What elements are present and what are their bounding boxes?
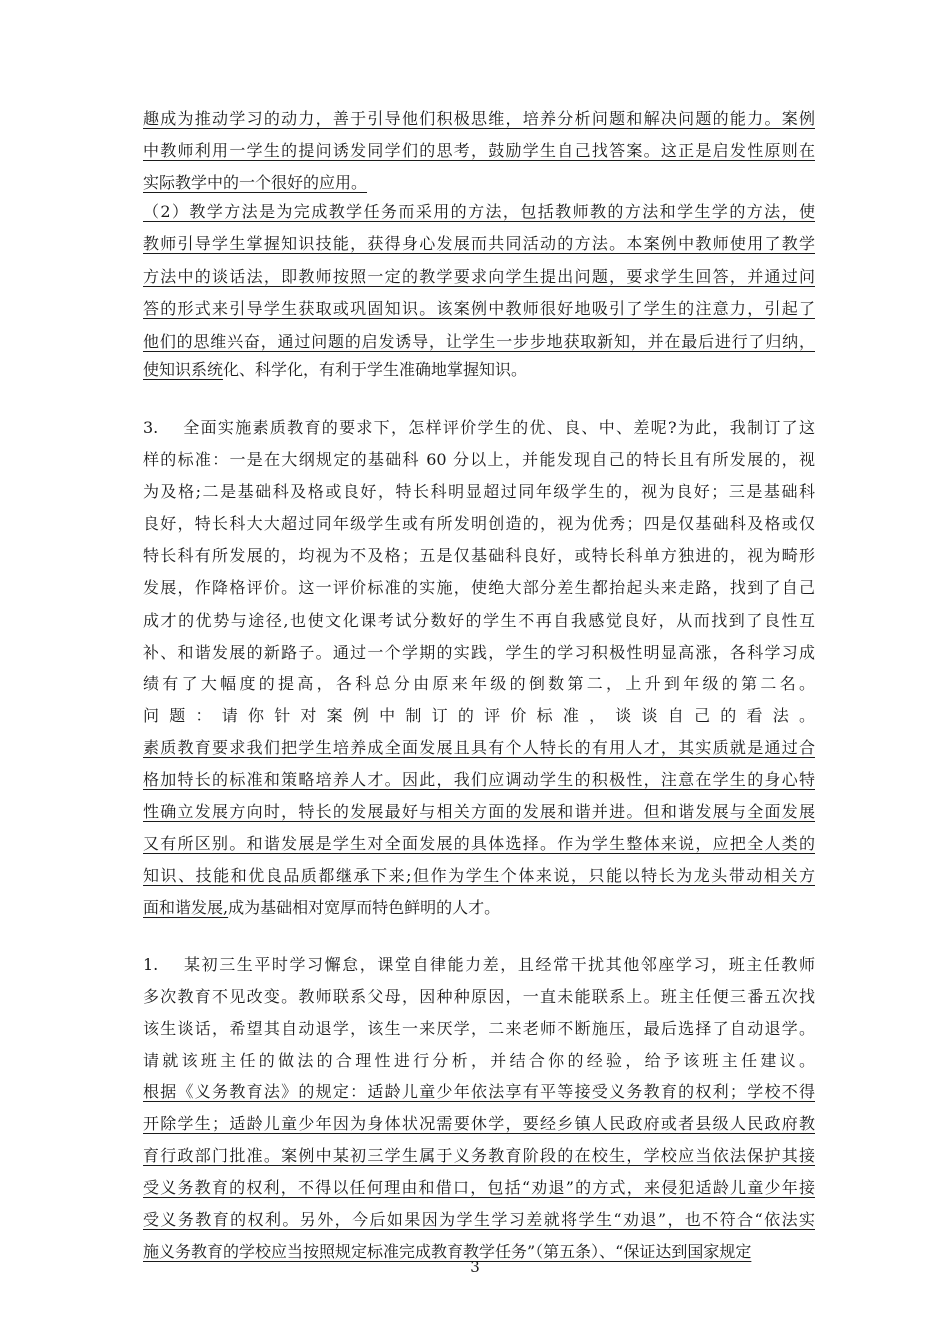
text-line bbox=[143, 229, 815, 259]
underlined-text: 实际教学中的一个很好的应用。 bbox=[143, 173, 368, 192]
plain-text: 良好，特长科大大超过同年级学生或有所发明创造的，视为优秀；四是仅基础科及格或仅 bbox=[143, 514, 815, 533]
text-line bbox=[143, 262, 815, 292]
plain-text: 绩有了大幅度的提高，各科总分由原来年级的倒数第二，上升到年级的第二名。 bbox=[143, 674, 815, 693]
plain-text: 问题：请你针对案例中制订的评价标准，谈谈自己的看法。 bbox=[143, 706, 815, 725]
text-line bbox=[143, 733, 815, 763]
text-line bbox=[143, 638, 815, 668]
plain-text: 成为基础相对宽厚而特色鲜明的人才。 bbox=[228, 898, 501, 917]
text-line bbox=[143, 168, 815, 198]
text-line bbox=[143, 509, 815, 539]
underlined-text: 使知识系统 bbox=[143, 360, 224, 379]
underlined-text: 施义务教育的学校应当按照规定标准完成教育教学任务”（第五条）、“保证达到国家规定 bbox=[143, 1242, 752, 1261]
underlined-text: 根据《义务教育法》的规定：适龄儿童少年依法享有平等接受义务教育的权利；学校不得 bbox=[143, 1082, 815, 1101]
underlined-text: 素质教育要求我们把学生培养成全面发展且具有个人特长的有用人才，其实质就是通过合 bbox=[143, 738, 815, 757]
text-line bbox=[143, 445, 815, 475]
text-line bbox=[143, 294, 815, 324]
underlined-text: 他们的思维兴奋，通过问题的启发诱导，让学生一步步地获取新知，并在最后进行了归纳， bbox=[143, 332, 815, 351]
underlined-text: 趣成为推动学习的动力，善于引导他们积极思维，培养分析问题和解决问题的能力。案例 bbox=[143, 109, 815, 128]
plain-text: 1. 某初三生平时学习懈怠，课堂自律能力差，且经常干扰其他邻座学习，班主任教师 bbox=[143, 955, 815, 974]
text-line bbox=[143, 1014, 815, 1044]
text-line bbox=[143, 765, 815, 795]
underlined-text: 受义务教育的权利，不得以任何理由和借口，包括“劝退”的方式，来侵犯适龄儿童少年接 bbox=[143, 1178, 815, 1197]
text-line bbox=[143, 477, 815, 507]
underlined-text: 受义务教育的权利。另外，今后如果因为学生学习差就将学生“劝退”，也不符合“依法实 bbox=[143, 1210, 815, 1229]
underlined-text: 性确立发展方向时，特长的发展最好与相关方面的发展和谐并进。但和谐发展与全面发展 bbox=[143, 802, 815, 821]
text-line bbox=[143, 829, 815, 859]
text-line bbox=[143, 701, 815, 731]
text-line bbox=[143, 797, 815, 827]
underlined-text: 又有所区别。和谐发展是学生对全面发展的具体选择。作为学生整体来说，应把全人类的 bbox=[143, 834, 815, 853]
plain-text: 补、和谐发展的新路子。通过一个学期的实践，学生的学习积极性明显高涨，各科学习成 bbox=[143, 643, 815, 662]
text-line bbox=[143, 1205, 815, 1235]
underlined-text: 面和谐发展, bbox=[143, 898, 229, 917]
plain-text: 为及格;二是基础科及格或良好，特长科明显超过同年级学生的，视为良好；三是基础科 bbox=[143, 482, 815, 501]
underlined-text: （2）教学方法是为完成教学任务而采用的方法，包括教师教的方法和学生学的方法，使 bbox=[143, 202, 815, 221]
text-line bbox=[143, 982, 815, 1012]
text-line bbox=[143, 893, 815, 923]
text-line bbox=[143, 197, 815, 227]
underlined-text: 答的形式来引导学生获取或巩固知识。该案例中教师很好地吸引了学生的注意力，引起了 bbox=[143, 299, 815, 318]
plain-text: 特长科有所发展的，均视为不及格；五是仅基础科良好，或特长科单方独进的，视为畸形 bbox=[143, 546, 815, 565]
plain-text: 多次教育不见改变。教师联系父母，因种种原因，一直未能联系上。班主任便三番五次找 bbox=[143, 987, 815, 1006]
text-line bbox=[143, 1109, 815, 1139]
underlined-text: 格加特长的标准和策略培养人才。因此，我们应调动学生的积极性，注意在学生的身心特 bbox=[143, 770, 815, 789]
text-line bbox=[143, 413, 815, 443]
underlined-text: 知识、技能和优良品质都继承下来;但作为学生个体来说，只能以特长为龙头带动相关方 bbox=[143, 866, 815, 885]
text-line bbox=[143, 606, 815, 636]
text-line bbox=[143, 104, 815, 134]
text-line bbox=[143, 1077, 815, 1107]
text-line bbox=[143, 327, 815, 357]
underlined-text: 中教师利用一学生的提问诱发同学们的思考，鼓励学生自己找答案。这正是启发性原则在 bbox=[143, 141, 815, 160]
text-line bbox=[143, 136, 815, 166]
plain-text: 成才的优势与途径,也使文化课考试分数好的学生不再自我感觉良好，从而找到了良性互 bbox=[143, 611, 815, 630]
plain-text: 发展，作降格评价。这一评价标准的实施，使绝大部分差生都抬起头来走路，找到了自己 bbox=[143, 578, 815, 597]
underlined-text: 教师引导学生掌握知识技能，获得身心发展而共同活动的方法。本案例中教师使用了教学 bbox=[143, 234, 815, 253]
plain-text: 3. 全面实施素质教育的要求下，怎样评价学生的优、良、中、差呢?为此，我制订了这 bbox=[143, 418, 815, 437]
underlined-text: 开除学生；适龄儿童少年因为身体状况需要休学，要经乡镇人民政府或者县级人民政府教 bbox=[143, 1114, 815, 1133]
text-line bbox=[143, 669, 815, 699]
plain-text: 化、科学化，有利于学生准确地掌握知识。 bbox=[223, 360, 528, 379]
underlined-text: 育行政部门批准。案例中某初三学生属于义务教育阶段的在校生，学校应当依法保护其接 bbox=[143, 1146, 815, 1165]
underlined-text: 方法中的谈话法，即教师按照一定的教学要求向学生提出问题，要求学生回答，并通过问 bbox=[143, 267, 815, 286]
text-line bbox=[143, 1046, 815, 1076]
plain-text: 请就该班主任的做法的合理性进行分析，并结合你的经验，给予该班主任建议。 bbox=[143, 1051, 815, 1070]
page-number: 3 bbox=[470, 1258, 480, 1276]
text-line bbox=[143, 1141, 815, 1171]
text-line bbox=[143, 861, 815, 891]
plain-text: 该生谈话，希望其自动退学，该生一来厌学，二来老师不断施压，最后选择了自动退学。 bbox=[143, 1019, 815, 1038]
text-line bbox=[143, 573, 815, 603]
plain-text: 样的标准：一是在大纲规定的基础科 60 分以上，并能发现自己的特长且有所发展的，视 bbox=[143, 450, 815, 469]
text-line bbox=[143, 355, 815, 385]
text-line bbox=[143, 541, 815, 571]
text-line bbox=[143, 950, 815, 980]
text-line bbox=[143, 1173, 815, 1203]
